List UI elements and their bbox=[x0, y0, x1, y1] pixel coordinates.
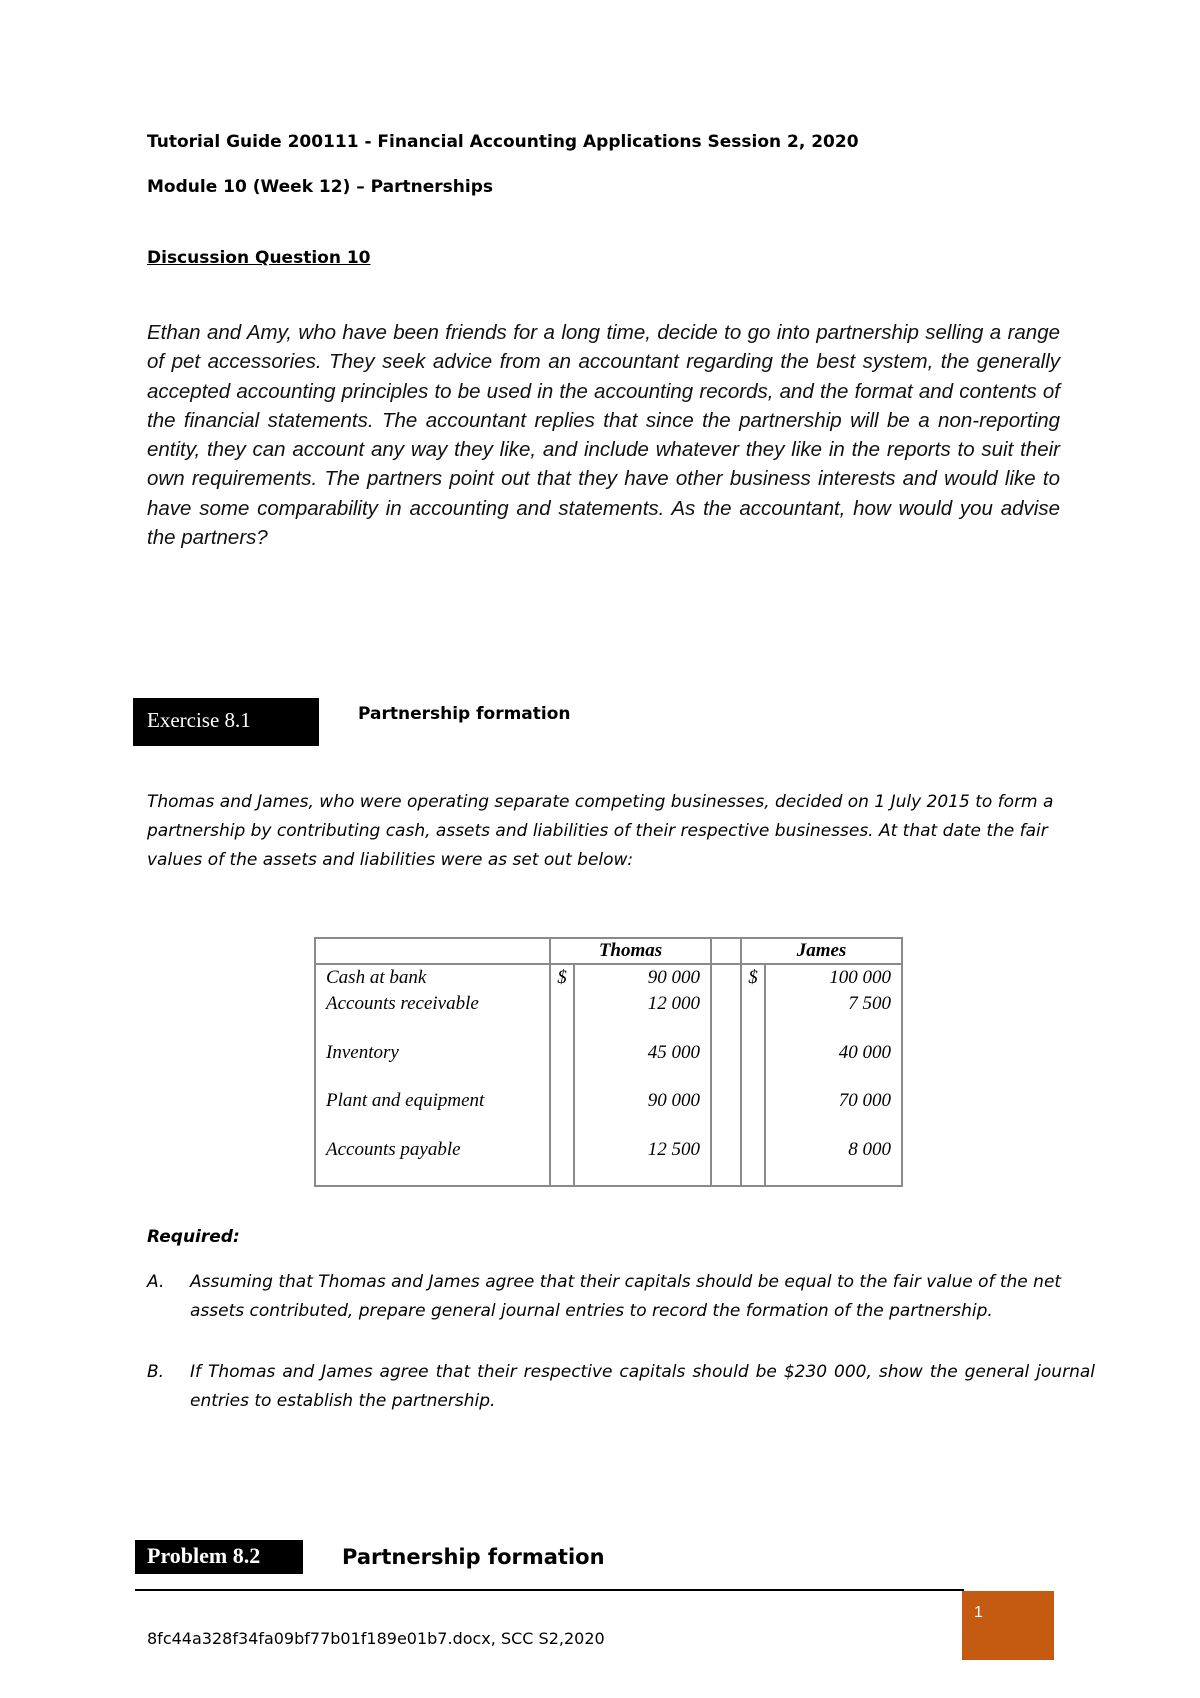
gap-cell bbox=[711, 991, 741, 1040]
thomas-value: 90 000 bbox=[574, 964, 711, 991]
currency-cell bbox=[550, 1040, 574, 1089]
column-header-james: James bbox=[741, 938, 902, 964]
table-header-blank bbox=[315, 938, 550, 964]
currency-symbol: $ bbox=[550, 964, 574, 991]
row-label: Inventory bbox=[315, 1040, 550, 1089]
currency-cell bbox=[550, 1137, 574, 1187]
james-value: 40 000 bbox=[765, 1040, 902, 1089]
james-value: 70 000 bbox=[765, 1088, 902, 1137]
currency-cell bbox=[550, 991, 574, 1040]
currency-symbol: $ bbox=[741, 964, 765, 991]
required-item-a-letter: A. bbox=[147, 1272, 165, 1292]
table-row bbox=[315, 1040, 902, 1089]
table-row bbox=[315, 991, 902, 1040]
thomas-value: 90 000 bbox=[574, 1088, 711, 1137]
exercise-title: Partnership formation bbox=[358, 704, 571, 724]
table-header-gap bbox=[711, 938, 741, 964]
thomas-value: 45 000 bbox=[574, 1040, 711, 1089]
gap-cell bbox=[711, 1088, 741, 1137]
page-number-box: 1 bbox=[962, 1591, 1054, 1660]
currency-cell bbox=[741, 1040, 765, 1089]
column-header-thomas: Thomas bbox=[550, 938, 711, 964]
required-heading: Required: bbox=[147, 1227, 240, 1247]
row-label: Cash at bank bbox=[315, 964, 550, 991]
document-title: Tutorial Guide 200111 - Financial Accounting Applications Session 2, 2020 bbox=[147, 132, 859, 152]
table-row bbox=[315, 964, 902, 991]
row-label: Accounts payable bbox=[315, 1137, 550, 1187]
discussion-question-text: Ethan and Amy, who have been friends for a long time, decide to go into partnership selling a range of pet accessories. They seek advice from an accountant regarding the best system, the generally accepted accounting principles to be used in the accounting records, and the format and contents of the financial statements. The accountant replies that since the partnership will be a non-reporting entity, they can account any way they like, and include whatever they like in the reports to suit their own requirements. The partners point out that they have other business interests and would like to have some comparability in accounting and statements. As the accountant, how would you advise the partners? bbox=[147, 321, 1060, 550]
table-row bbox=[315, 1088, 902, 1137]
currency-cell bbox=[741, 991, 765, 1040]
james-value: 8 000 bbox=[765, 1137, 902, 1187]
problem-label-box: Problem 8.2 bbox=[135, 1540, 303, 1574]
gap-cell bbox=[711, 1137, 741, 1187]
row-label: Accounts receivable bbox=[315, 991, 550, 1040]
required-item-a-text: Assuming that Thomas and James agree that their capitals should be equal to the fair value of the net assets contributed, prepare general journal entries to record the formation of the partnership. bbox=[190, 1272, 1062, 1321]
gap-cell bbox=[711, 964, 741, 991]
required-item-b-letter: B. bbox=[147, 1362, 165, 1382]
problem-title: Partnership formation bbox=[342, 1545, 605, 1569]
table-header-row bbox=[315, 938, 902, 964]
row-label: Plant and equipment bbox=[315, 1088, 550, 1137]
exercise-text: Thomas and James, who were operating separate competing businesses, decided on 1 July 2015 to form a partnership by contributing cash, assets and liabilities of their respective businesses. At that date the fair values of the assets and liabilities were as set out below: bbox=[147, 792, 1054, 870]
table-row bbox=[315, 1137, 902, 1187]
discussion-question-heading: Discussion Question 10 bbox=[147, 248, 371, 268]
footer-divider bbox=[135, 1589, 964, 1591]
james-value: 100 000 bbox=[765, 964, 902, 991]
assets-liabilities-table bbox=[314, 937, 903, 1187]
gap-cell bbox=[711, 1040, 741, 1089]
james-value: 7 500 bbox=[765, 991, 902, 1040]
footer-filename: 8fc44a328f34fa09bf77b01f189e01b7.docx, SCC S2,2020 bbox=[147, 1629, 605, 1648]
thomas-value: 12 000 bbox=[574, 991, 711, 1040]
currency-cell bbox=[550, 1088, 574, 1137]
currency-cell bbox=[741, 1088, 765, 1137]
required-item-b-text: If Thomas and James agree that their respective capitals should be $230 000, show the general journal entries to establish the partnership. bbox=[190, 1362, 1095, 1411]
exercise-label-box: Exercise 8.1 bbox=[133, 698, 319, 746]
currency-cell bbox=[741, 1137, 765, 1187]
module-title: Module 10 (Week 12) – Partnerships bbox=[147, 177, 494, 197]
thomas-value: 12 500 bbox=[574, 1137, 711, 1187]
